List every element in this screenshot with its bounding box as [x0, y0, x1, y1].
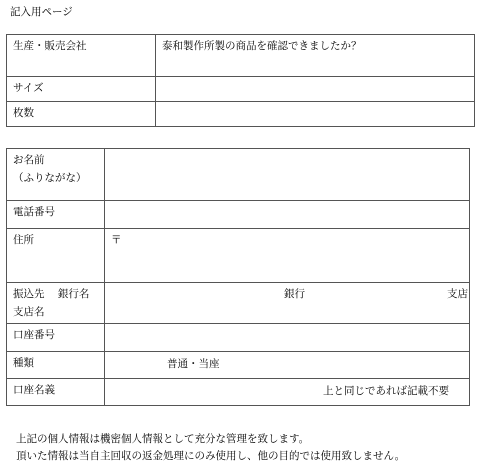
page-title: 記入用ページ	[10, 6, 73, 18]
size-label: サイズ	[7, 77, 156, 102]
phone-label: 電話番号	[7, 201, 105, 229]
branch-suffix: 支店	[447, 288, 468, 300]
quantity-label: 枚数	[7, 102, 156, 127]
account-type-label: 種類	[7, 352, 105, 379]
customer-table	[6, 148, 470, 406]
name-field[interactable]	[105, 149, 470, 201]
postal-mark: 〒	[111, 234, 122, 246]
bank-name-label: 銀行名	[57, 288, 90, 300]
name-reading-label: （ふりながな）	[13, 172, 87, 184]
product-table	[6, 34, 475, 127]
account-holder-label: 口座名義	[7, 379, 105, 406]
address-label: 住所	[7, 229, 105, 283]
quantity-field[interactable]	[156, 102, 475, 127]
bank-suffix: 銀行	[284, 288, 305, 300]
branch-name-label: 支店名	[13, 306, 45, 318]
account-number-label: 口座番号	[7, 324, 105, 352]
account-type-field[interactable]	[105, 352, 470, 379]
account-holder-field[interactable]	[105, 379, 470, 406]
manufacturer-question[interactable]: 泰和製作所製の商品を確認できましたか？	[156, 35, 475, 77]
account-type-options: 普通・当座	[167, 358, 220, 370]
phone-field[interactable]	[105, 201, 470, 229]
manufacturer-label: 生産・販売会社	[7, 35, 156, 77]
privacy-notice-line1: 上記の個人情報は機密個人情報として充分な管理を致します。	[16, 433, 310, 445]
transfer-label: 振込先	[13, 288, 45, 300]
address-field[interactable]	[105, 229, 470, 283]
account-number-field[interactable]	[105, 324, 470, 352]
bank-field[interactable]	[105, 283, 470, 324]
account-holder-note: 上と同じであれば記載不要	[323, 385, 449, 397]
name-label: お名前	[13, 154, 45, 166]
privacy-notice-line2: 頂いた情報は当自主回収の返金処理にのみ使用し、他の目的では使用致しません。	[16, 450, 406, 462]
size-field[interactable]	[156, 77, 475, 102]
